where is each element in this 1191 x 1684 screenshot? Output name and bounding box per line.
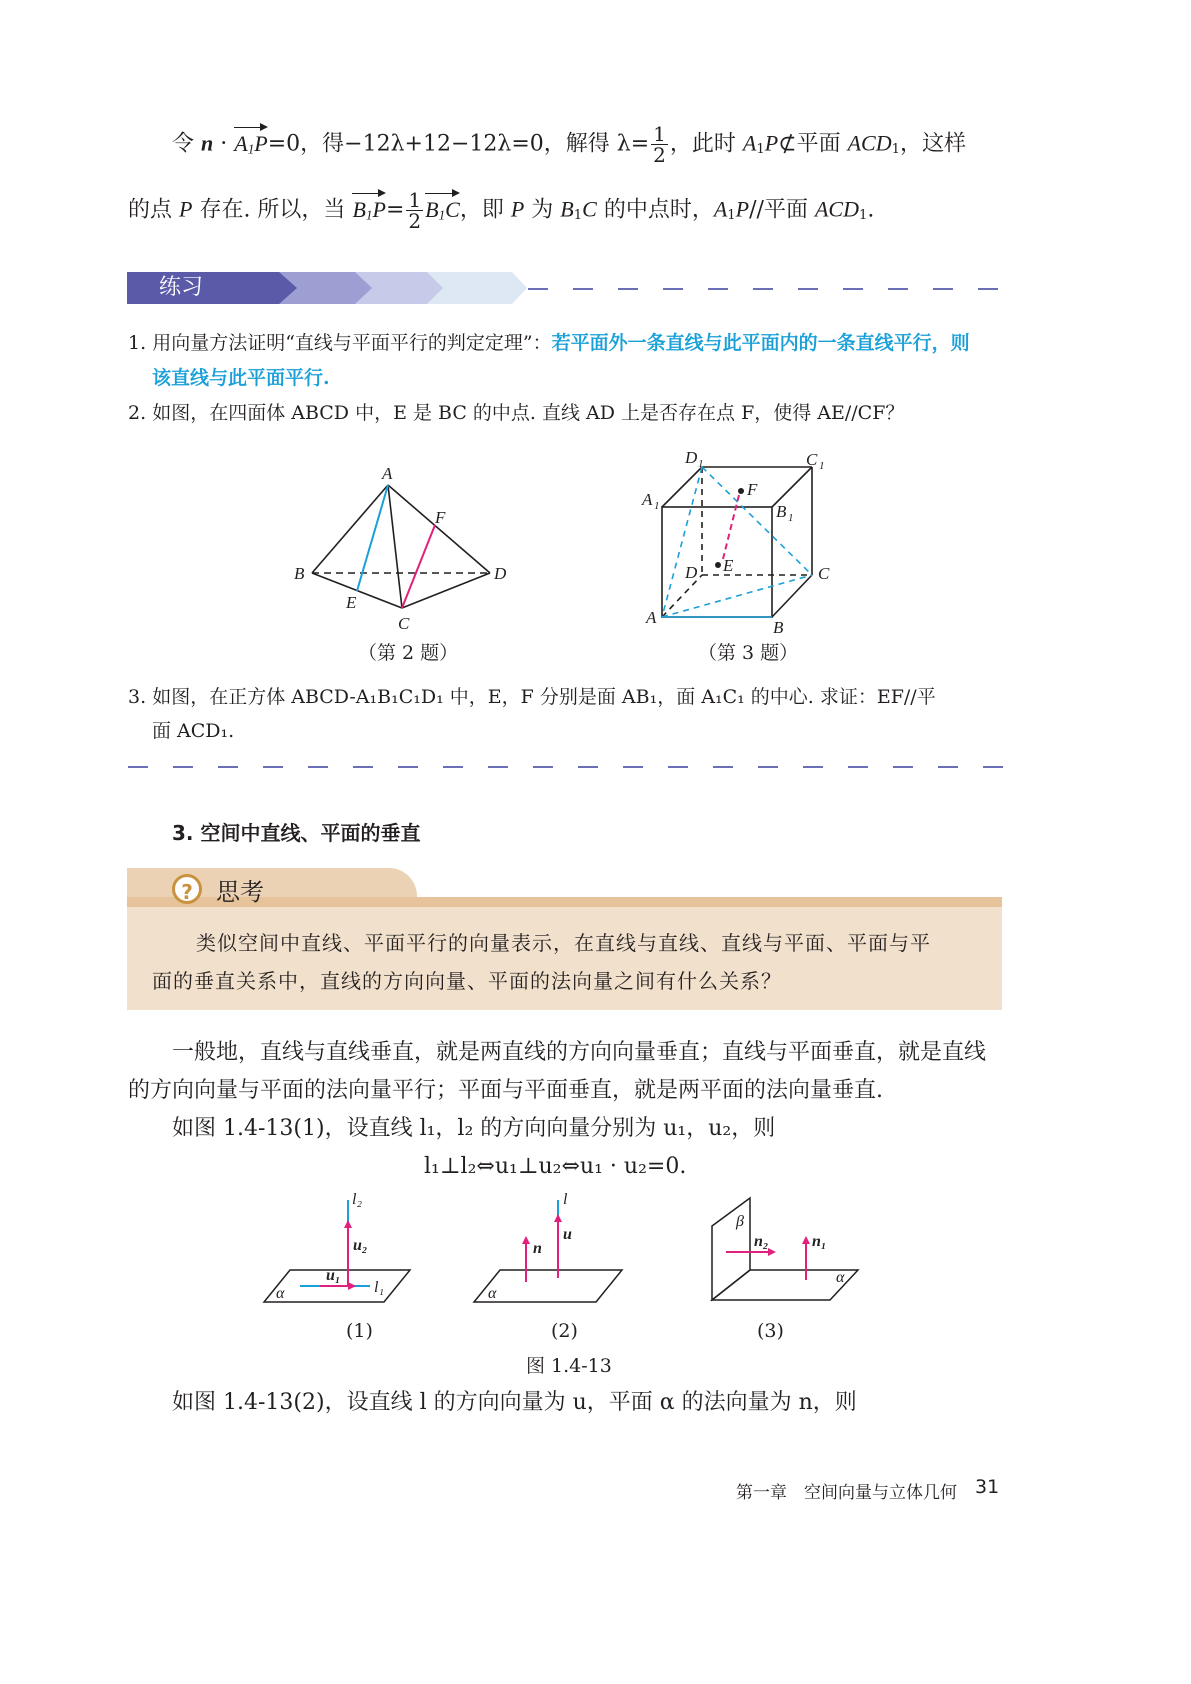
cube-label-e: E bbox=[723, 556, 734, 575]
svg-text:n₂: n₂ bbox=[754, 1233, 769, 1250]
tetra-label-f: F bbox=[435, 508, 446, 527]
body-p2: 如图 1.4-13(1)，设直线 l₁，l₂ 的方向向量分别为 u₁，u₂，则 bbox=[172, 1116, 776, 1141]
svg-text:1: 1 bbox=[698, 458, 704, 470]
svg-text:β: β bbox=[736, 1213, 744, 1230]
tetrahedron-figure bbox=[280, 455, 540, 640]
svg-text:1: 1 bbox=[654, 500, 660, 512]
practice-banner bbox=[127, 272, 527, 304]
svg-text:n₁: n₁ bbox=[812, 1233, 827, 1250]
practice-top-divider bbox=[528, 288, 1003, 290]
tetra-label-a: A bbox=[382, 464, 393, 483]
cube-label-d1: D bbox=[685, 448, 698, 467]
question-1: 1. 用向量方法证明“直线与平面平行的判定定理”：若平面外一条直线与此平面内的一条直线平行，则 bbox=[128, 332, 970, 354]
question-3-cont: 面 ACD₁. bbox=[152, 720, 235, 742]
section-title: 3. 空间中直线、平面的垂直 bbox=[172, 821, 421, 845]
practice-label: 练习 bbox=[159, 275, 204, 300]
svg-text:l₁: l₁ bbox=[374, 1279, 385, 1296]
tetra-label-c: C bbox=[398, 614, 410, 633]
cube-label-a1: A bbox=[642, 490, 653, 509]
cube-label-f: F bbox=[747, 480, 758, 499]
svg-text:1: 1 bbox=[788, 512, 794, 524]
page-number: 31 bbox=[975, 1476, 1000, 1498]
svg-text:u: u bbox=[563, 1226, 572, 1243]
svg-text:α: α bbox=[488, 1285, 497, 1302]
svg-text:u₂: u₂ bbox=[353, 1237, 368, 1254]
think-label: 思考 bbox=[216, 878, 264, 906]
cube-label-b1: B bbox=[776, 502, 787, 521]
fig2-caption: （第 2 题） bbox=[358, 642, 459, 664]
tetra-label-d: D bbox=[494, 564, 507, 583]
body-p1-line2: 的方向向量与平面的法向量平行；平面与平面垂直，就是两平面的法向量垂直. bbox=[128, 1078, 883, 1103]
svg-text:l: l bbox=[563, 1191, 568, 1208]
figure-caption: 图 1.4-13 bbox=[526, 1355, 612, 1377]
cube-label-c: C bbox=[818, 564, 830, 583]
svg-text:1: 1 bbox=[819, 460, 825, 472]
svg-text:α: α bbox=[836, 1269, 845, 1286]
body-formula: l₁⊥l₂⇔u₁⊥u₂⇔u₁ · u₂=0. bbox=[424, 1154, 687, 1179]
intro-line-2: 的点 P 存在. 所以，当 $B_1P=$ $\frac{1}{2}$ $B_1C$，即 P 为 $B_1C$ 的中点时，$A_1P//$平面 $ACD_1$. bbox=[128, 188, 875, 233]
figure-1-4-13 bbox=[260, 1190, 880, 1310]
think-line-1: 类似空间中直线、平面平行的向量表示，在直线与直线、直线与平面、平面与平 bbox=[196, 931, 931, 955]
svg-text:α: α bbox=[276, 1285, 285, 1302]
cube-label-d: D bbox=[685, 563, 698, 582]
fig3-caption: （第 3 题） bbox=[698, 642, 799, 664]
question-1-cont: 该直线与此平面平行. bbox=[152, 367, 330, 389]
tetra-label-b: B bbox=[294, 564, 305, 583]
cube-label-c1: C bbox=[806, 450, 818, 469]
footer-chapter: 第一章 空间向量与立体几何 bbox=[736, 1483, 957, 1503]
think-box bbox=[127, 907, 1002, 1010]
figure-sub-3: (3) bbox=[757, 1320, 784, 1342]
svg-text:l₂: l₂ bbox=[352, 1191, 363, 1208]
svg-text:u₁: u₁ bbox=[326, 1267, 341, 1284]
tetra-label-e: E bbox=[346, 593, 357, 612]
figure-sub-2: (2) bbox=[551, 1320, 578, 1342]
question-icon: ? bbox=[172, 874, 202, 904]
intro-line-1: 令 $n \cdot A_1P=0$，得−12λ+12−12λ=0，解得 λ= $\frac{1}{2}$ ，此时 $A_1P⊄$平面 $ACD_1$，这样 bbox=[172, 122, 967, 167]
body-p3: 如图 1.4-13(2)，设直线 l 的方向向量为 u，平面 α 的法向量为 n，则 bbox=[172, 1390, 857, 1415]
body-p1-line1: 一般地，直线与直线垂直，就是两直线的方向向量垂直；直线与平面垂直，就是直线 bbox=[172, 1040, 987, 1065]
think-line-2: 面的垂直关系中，直线的方向向量、平面的法向量之间有什么关系？ bbox=[152, 969, 782, 993]
practice-bottom-divider bbox=[128, 766, 1003, 768]
figure-sub-1: (1) bbox=[346, 1320, 373, 1342]
svg-text:n: n bbox=[533, 1240, 542, 1257]
cube-label-b: B bbox=[773, 618, 784, 635]
cube-figure bbox=[630, 445, 850, 635]
question-2: 2. 如图，在四面体 ABCD 中，E 是 BC 的中点. 直线 AD 上是否存在点 F，使得 AE//CF？ bbox=[128, 402, 905, 424]
question-3: 3. 如图，在正方体 ABCD-A₁B₁C₁D₁ 中，E，F 分别是面 AB₁，面 A₁C₁ 的中心. 求证：EF//平 bbox=[128, 686, 936, 708]
cube-label-a: A bbox=[646, 608, 657, 627]
